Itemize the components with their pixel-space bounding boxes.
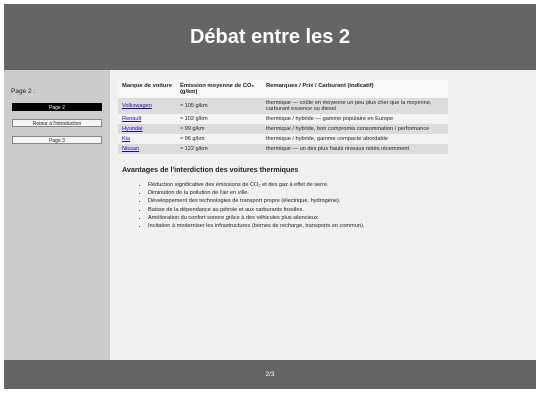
brand-cell bbox=[118, 144, 176, 154]
brand-cell bbox=[118, 98, 176, 114]
emission-cell: ≈ 102 g/km bbox=[176, 114, 262, 124]
emissions-table bbox=[118, 80, 448, 154]
table-row bbox=[118, 134, 448, 144]
advantages-heading: Avantages de l'interdiction des voitures thermiques bbox=[122, 165, 299, 174]
emission-cell: ≈ 105 g/km bbox=[176, 98, 262, 114]
emission-cell: ≈ 96 g/km bbox=[176, 134, 262, 144]
list-item: • Incitation à moderniser les infrastructures (bornes de recharge, transports en commun). bbox=[148, 223, 448, 230]
list-item: • Diminution de la pollution de l'air en ville. bbox=[148, 190, 448, 197]
remark-cell: thermique / hybride — gamme populaire en Europe bbox=[262, 114, 448, 124]
header-brand: Marque de voiture bbox=[118, 80, 176, 98]
header-banner bbox=[4, 4, 536, 70]
page-indicator: 2/3 bbox=[265, 371, 275, 378]
page-frame bbox=[4, 4, 536, 389]
remark-cell: thermique — coûte en moyenne un peu plus cher que la moyenne, carburant essence ou diesel bbox=[262, 98, 448, 114]
table-row bbox=[118, 114, 448, 124]
table-row bbox=[118, 98, 448, 114]
main-content bbox=[118, 80, 448, 231]
remark-cell: thermique — un des plus hauts niveaux notés récemment bbox=[262, 144, 448, 154]
emission-cell: ≈ 99 g/km bbox=[176, 124, 262, 134]
list-item: • Développement des technologies de transport propre (électrique, hydrogène). bbox=[148, 198, 448, 205]
header-emission: Émission moyenne de CO₂ (g/km) bbox=[176, 80, 262, 98]
sidebar bbox=[4, 70, 110, 360]
brand-link-hyundai[interactable]: Hyundai bbox=[122, 126, 143, 132]
list-item: • Amélioration du confort sonore grâce à des véhicules plus silencieux. bbox=[148, 215, 448, 222]
brand-cell bbox=[118, 124, 176, 134]
nav-button-page-2[interactable]: Page 2 bbox=[12, 103, 102, 111]
nav-button-intro[interactable]: Retour à l'introduction bbox=[12, 119, 102, 127]
list-item: • Réduction significative des émissions de CO₂ et des gaz à effet de serre. bbox=[148, 182, 448, 189]
nav-button-page-3[interactable]: Page 3 bbox=[12, 136, 102, 144]
brand-link-nissan[interactable]: Nissan bbox=[122, 146, 140, 152]
list-item: • Baisse de la dépendance au pétrole et aux carburants fossiles. bbox=[148, 207, 448, 214]
sidebar-page-label: Page 2 : bbox=[11, 88, 36, 95]
footer-bar bbox=[4, 360, 536, 389]
brand-link-kia[interactable]: Kia bbox=[122, 136, 131, 142]
header-remarks: Remarques / Prix / Carburant (indicatif) bbox=[262, 80, 448, 98]
brand-link-volkswagen[interactable]: Volkswagen bbox=[122, 103, 152, 109]
advantages-list bbox=[118, 182, 448, 230]
remark-cell: thermique / hybride, bon compromis consommation / performance bbox=[262, 124, 448, 134]
remark-cell: thermique / hybride, gamme compacte abordable bbox=[262, 134, 448, 144]
brand-link-renault[interactable]: Renault bbox=[122, 116, 142, 122]
brand-cell bbox=[118, 134, 176, 144]
table-row bbox=[118, 124, 448, 134]
brand-cell bbox=[118, 114, 176, 124]
table-header-row bbox=[118, 80, 448, 98]
table-row bbox=[118, 144, 448, 154]
page-title: Débat entre les 2 bbox=[189, 25, 351, 48]
emission-cell: ≈ 122 g/km bbox=[176, 144, 262, 154]
